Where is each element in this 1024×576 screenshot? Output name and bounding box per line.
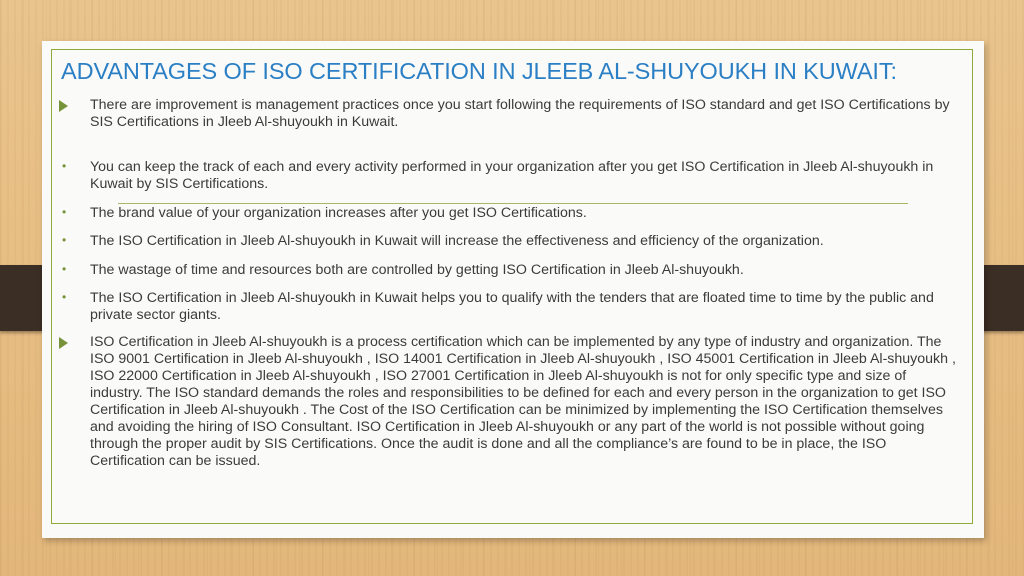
list-item-text: The brand value of your organization increases after you get ISO Certifications. [90, 205, 587, 221]
triangle-bullet-icon [59, 337, 68, 349]
dot-bullet-icon: • [62, 262, 67, 276]
slide-title: ADVANTAGES OF ISO CERTIFICATION IN JLEEB AL-SHUYOUKH IN KUWAIT: [61, 58, 897, 84]
slide-card [42, 41, 984, 538]
list-item-text: The wastage of time and resources both are controlled by getting ISO Certification in Jleeb Al-shuyoukh. [90, 262, 744, 278]
dot-bullet-icon: • [62, 233, 67, 247]
list-item [90, 97, 962, 131]
list-item [62, 290, 962, 324]
list-item [90, 334, 962, 470]
list-item-text: The ISO Certification in Jleeb Al-shuyoukh in Kuwait helps you to qualify with the tenders that are floated time to time by the public and private sector giants. [90, 290, 934, 323]
list-item-text: There are improvement is management practices once you start following the requirements of ISO standard and get ISO Certifications by SIS Certifications in Jleeb Al-shuyoukh in Kuwait. [90, 97, 950, 130]
list-item [62, 262, 962, 279]
list-item [62, 159, 962, 193]
triangle-bullet-icon [59, 100, 68, 112]
list-item-text: ISO Certification in Jleeb Al-shuyoukh is a process certification which can be implemented by any type of industry and organization. The ISO 9001 Certification in Jleeb Al-shuyoukh , ISO 14001 Certification in Jleeb Al-shuyoukh , ISO 45001 Certification in Jleeb Al-shuyoukh , ISO 22000 Certification in Jleeb Al-shuyoukh , ISO 27001 Certification in Jleeb Al-shuyoukh is not for only specific type and size of industry. The ISO standard demands the roles and responsibilities to be defined for each and every person in the organization to get ISO Certification in Jleeb Al-shuyoukh . The Cost of the ISO Certification can be minimized by implementing the ISO Certification themselves and avoiding the hiring of ISO Consultant. ISO Certification in Jleeb Al-shuyoukh or any part of the world is not possible without going through the proper audit by SIS Certifications. Once the audit is done and all the compliance’s are found to be in place, the ISO Certification can be issued. [90, 334, 956, 469]
dot-bullet-icon: • [62, 159, 67, 173]
dot-bullet-icon: • [62, 205, 67, 219]
list-item-text: The ISO Certification in Jleeb Al-shuyoukh in Kuwait will increase the effectiveness and efficiency of the organization. [90, 233, 824, 249]
list-item [62, 233, 962, 250]
list-item-text: You can keep the track of each and every activity performed in your organization after you get ISO Certification in Jleeb Al-shuyoukh in Kuwait by SIS Certifications. [90, 159, 934, 192]
list-item [62, 205, 962, 222]
divider-line [118, 203, 908, 204]
dot-bullet-icon: • [62, 290, 67, 304]
